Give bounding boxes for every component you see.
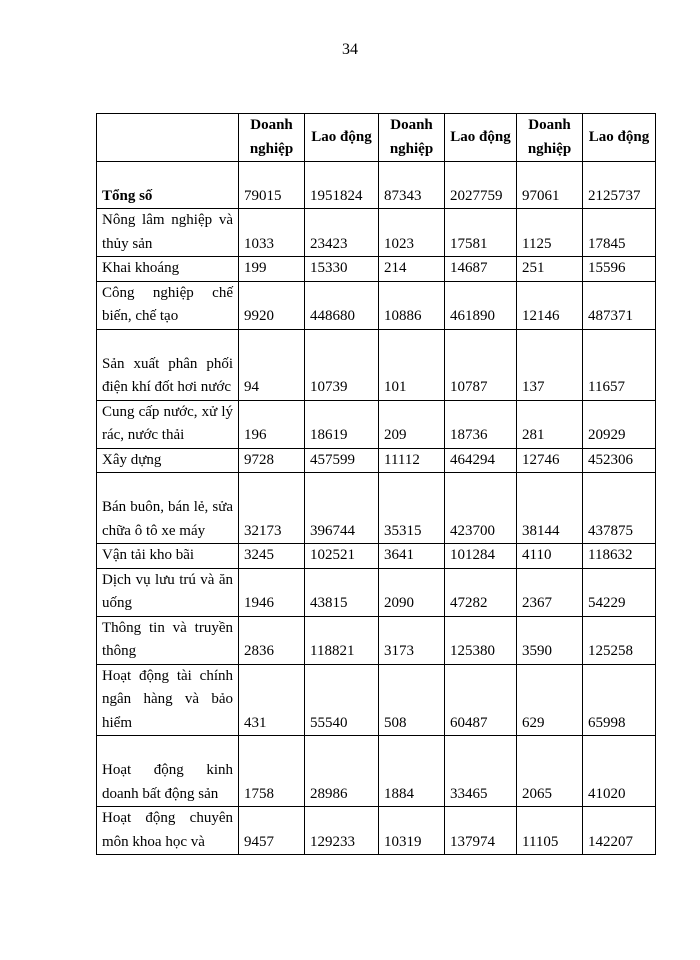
labor-count-cell: 15330 xyxy=(305,257,379,282)
labor-count-cell: 55540 xyxy=(305,664,379,736)
enterprise-count-cell: 214 xyxy=(379,257,445,282)
labor-count-cell: 17581 xyxy=(445,209,517,257)
table-row xyxy=(97,448,656,473)
table-row xyxy=(97,162,656,209)
enterprise-count-cell: 11105 xyxy=(517,807,583,855)
row-label: Thông tin và truyền thông xyxy=(97,616,239,664)
row-label: Vận tải kho bãi xyxy=(97,544,239,569)
enterprise-count-cell: 3245 xyxy=(239,544,305,569)
labor-count-cell: 23423 xyxy=(305,209,379,257)
table-row xyxy=(97,281,656,329)
table-row xyxy=(97,257,656,282)
enterprise-count-cell: 12146 xyxy=(517,281,583,329)
labor-count-cell: 129233 xyxy=(305,807,379,855)
header-row xyxy=(97,114,656,162)
labor-count-cell: 118632 xyxy=(583,544,656,569)
labor-count-cell: 118821 xyxy=(305,616,379,664)
enterprise-count-cell: 87343 xyxy=(379,162,445,209)
table-row xyxy=(97,736,656,807)
enterprise-count-cell: 508 xyxy=(379,664,445,736)
labor-count-cell: 101284 xyxy=(445,544,517,569)
enterprise-count-cell: 38144 xyxy=(517,473,583,544)
labor-count-cell: 452306 xyxy=(583,448,656,473)
page-number: 34 xyxy=(342,41,358,58)
enterprise-count-cell: 199 xyxy=(239,257,305,282)
row-label: Hoạt động kinh doanh bất động sản xyxy=(97,736,239,807)
labor-count-cell: 11657 xyxy=(583,329,656,400)
enterprise-count-cell: 2367 xyxy=(517,568,583,616)
row-label: Nông lâm nghiệp và thủy sản xyxy=(97,209,239,257)
labor-count-cell: 17845 xyxy=(583,209,656,257)
labor-count-cell: 33465 xyxy=(445,736,517,807)
labor-count-cell: 60487 xyxy=(445,664,517,736)
enterprise-count-cell: 10886 xyxy=(379,281,445,329)
labor-count-cell: 54229 xyxy=(583,568,656,616)
labor-count-cell: 15596 xyxy=(583,257,656,282)
enterprise-count-cell: 1023 xyxy=(379,209,445,257)
header-cell-category xyxy=(97,114,239,162)
enterprise-count-cell: 196 xyxy=(239,400,305,448)
labor-count-cell: 18736 xyxy=(445,400,517,448)
row-label: Khai khoáng xyxy=(97,257,239,282)
enterprise-count-cell: 251 xyxy=(517,257,583,282)
enterprise-count-cell: 9920 xyxy=(239,281,305,329)
enterprise-count-cell: 12746 xyxy=(517,448,583,473)
labor-count-cell: 142207 xyxy=(583,807,656,855)
enterprise-count-cell: 11112 xyxy=(379,448,445,473)
table-row xyxy=(97,807,656,855)
enterprise-count-cell: 281 xyxy=(517,400,583,448)
row-label: Công nghiệp chế biến, chế tạo xyxy=(97,281,239,329)
enterprise-count-cell: 1946 xyxy=(239,568,305,616)
enterprise-count-cell: 1884 xyxy=(379,736,445,807)
header-cell-labor: Lao động xyxy=(583,114,656,162)
labor-count-cell: 423700 xyxy=(445,473,517,544)
enterprise-count-cell: 4110 xyxy=(517,544,583,569)
labor-count-cell: 448680 xyxy=(305,281,379,329)
enterprise-count-cell: 137 xyxy=(517,329,583,400)
table-row xyxy=(97,473,656,544)
enterprise-count-cell: 9457 xyxy=(239,807,305,855)
enterprise-count-cell: 101 xyxy=(379,329,445,400)
labor-count-cell: 1951824 xyxy=(305,162,379,209)
enterprise-count-cell: 2836 xyxy=(239,616,305,664)
enterprise-count-cell: 3641 xyxy=(379,544,445,569)
labor-count-cell: 18619 xyxy=(305,400,379,448)
enterprise-count-cell: 1033 xyxy=(239,209,305,257)
header-cell-labor: Lao động xyxy=(305,114,379,162)
table-row xyxy=(97,329,656,400)
labor-count-cell: 41020 xyxy=(583,736,656,807)
row-label: Dịch vụ lưu trú và ăn uống xyxy=(97,568,239,616)
enterprise-count-cell: 629 xyxy=(517,664,583,736)
labor-count-cell: 487371 xyxy=(583,281,656,329)
labor-count-cell: 125258 xyxy=(583,616,656,664)
labor-count-cell: 43815 xyxy=(305,568,379,616)
row-label: Xây dựng xyxy=(97,448,239,473)
labor-count-cell: 20929 xyxy=(583,400,656,448)
labor-count-cell: 10739 xyxy=(305,329,379,400)
enterprise-count-cell: 2090 xyxy=(379,568,445,616)
table-body xyxy=(97,162,656,855)
labor-count-cell: 461890 xyxy=(445,281,517,329)
enterprise-count-cell: 431 xyxy=(239,664,305,736)
row-label: Cung cấp nước, xử lý rác, nước thải xyxy=(97,400,239,448)
header-cell-labor: Lao động xyxy=(445,114,517,162)
enterprise-count-cell: 97061 xyxy=(517,162,583,209)
table-row xyxy=(97,544,656,569)
labor-count-cell: 2125737 xyxy=(583,162,656,209)
labor-count-cell: 396744 xyxy=(305,473,379,544)
enterprise-count-cell: 32173 xyxy=(239,473,305,544)
labor-count-cell: 457599 xyxy=(305,448,379,473)
row-label: Hoạt động chuyên môn khoa học và xyxy=(97,807,239,855)
enterprise-count-cell: 1758 xyxy=(239,736,305,807)
labor-count-cell: 102521 xyxy=(305,544,379,569)
labor-count-cell: 437875 xyxy=(583,473,656,544)
row-label: Tổng số xyxy=(97,162,239,209)
header-cell-enterprises: Doanh nghiệp xyxy=(379,114,445,162)
labor-count-cell: 10787 xyxy=(445,329,517,400)
table-row xyxy=(97,616,656,664)
enterprise-count-cell: 9728 xyxy=(239,448,305,473)
enterprise-count-cell: 209 xyxy=(379,400,445,448)
table-row xyxy=(97,400,656,448)
row-label: Hoạt động tài chính ngân hàng và bảo hiểm xyxy=(97,664,239,736)
labor-count-cell: 28986 xyxy=(305,736,379,807)
labor-count-cell: 65998 xyxy=(583,664,656,736)
enterprise-count-cell: 3590 xyxy=(517,616,583,664)
labor-count-cell: 137974 xyxy=(445,807,517,855)
enterprise-count-cell: 10319 xyxy=(379,807,445,855)
row-label: Sản xuất phân phối điện khí đốt hơi nước xyxy=(97,329,239,400)
header-cell-enterprises: Doanh nghiệp xyxy=(517,114,583,162)
header-cell-enterprises: Doanh nghiệp xyxy=(239,114,305,162)
enterprise-count-cell: 1125 xyxy=(517,209,583,257)
labor-count-cell: 125380 xyxy=(445,616,517,664)
table-row xyxy=(97,664,656,736)
enterprise-labor-table xyxy=(96,113,656,855)
labor-count-cell: 2027759 xyxy=(445,162,517,209)
labor-count-cell: 464294 xyxy=(445,448,517,473)
labor-count-cell: 47282 xyxy=(445,568,517,616)
enterprise-count-cell: 3173 xyxy=(379,616,445,664)
enterprise-count-cell: 35315 xyxy=(379,473,445,544)
enterprise-count-cell: 94 xyxy=(239,329,305,400)
table-row xyxy=(97,209,656,257)
labor-count-cell: 14687 xyxy=(445,257,517,282)
table-row xyxy=(97,568,656,616)
enterprise-count-cell: 79015 xyxy=(239,162,305,209)
row-label: Bán buôn, bán lẻ, sửa chữa ô tô xe máy xyxy=(97,473,239,544)
enterprise-count-cell: 2065 xyxy=(517,736,583,807)
